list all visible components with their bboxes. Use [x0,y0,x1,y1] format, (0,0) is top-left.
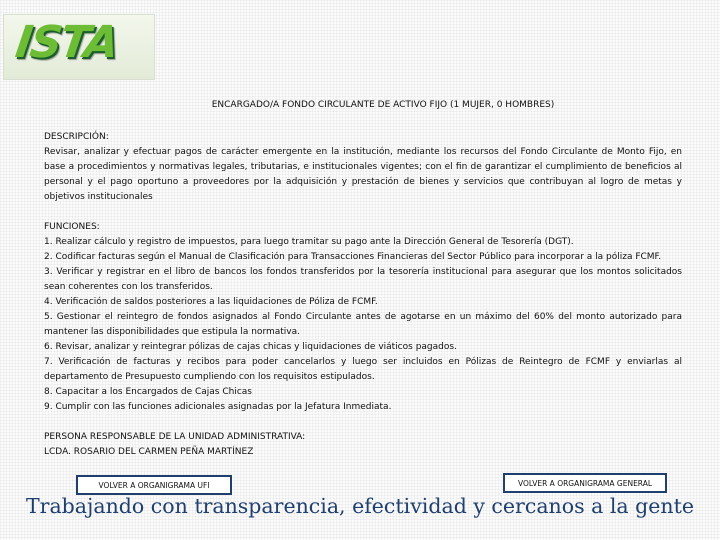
footer-slogan: Trabajando con transparencia, efectividad y cercanos a la gente [25,494,694,518]
function-item-2: 2. Codificar facturas según el Manual de Clasificación para Transacciones Financieras del Sector Público para incorporar a la póliza FCMF. [44,252,662,262]
function-item-9: 9. Cumplir con las funciones adicionales asignadas por la Jefatura Inmediata. [44,402,392,412]
function-item-4: 4. Verificación de saldos posteriores a las liquidaciones de Póliza de FCMF. [44,297,378,307]
logo-text: ISTA [12,17,121,68]
function-item-3: 3. Verificar y registrar en el libro de bancos los fondos transferidos por la tesorería institucional para asegurar que los montos solicitados sean coherentes con los transferidos. [44,267,682,292]
page-title: ENCARGADO/A FONDO CIRCULANTE DE ACTIVO FIJO (1 MUJER, 0 HOMBRES) [211,100,555,110]
responsible-name: LCDA. ROSARIO DEL CARMEN PEÑA MARTÍNEZ [44,447,254,457]
function-item-5: 5. Gestionar el reintegro de fondos asignados al Fondo Circulante antes de agotarse en un máximo del 60% del monto autorizado para mantener las disponibilidades que estipula la normativa. [44,312,682,337]
functions-heading: FUNCIONES: [44,222,100,232]
function-item-7: 7. Verificación de facturas y recibos para poder cancelarlos y luego ser incluidos en Pólizas de Reintegro de FCMF y enviarlas al departamento de Presupuesto cumpliendo con los requisitos estipulados. [44,357,682,382]
function-item-8: 8. Capacitar a los Encargados de Cajas Chicas [44,387,252,397]
description-text: Revisar, analizar y efectuar pagos de carácter emergente en la institución, mediante los recursos del Fondo Circulante de Monto Fijo, en base a procedimientos y normativas legales, tributarias, e institucionales vigentes; con el fin de garantizar el cumplimiento de beneficios al personal y el pago oportuno a proveedores por la adquisición y prestación de bienes y servicios que contribuyan al logro de metas y objetivos institucionales [44,147,682,202]
description-heading: DESCRIPCIÓN: [44,132,109,142]
functions-list [44,235,682,415]
function-item-6: 6. Revisar, analizar y reintegrar pólizas de cajas chicas y liquidaciones de viáticos pagados. [44,342,457,352]
spacer [44,205,682,220]
ista-logo [3,14,155,80]
job-description-document [44,98,682,460]
back-to-ufi-org-chart-button[interactable]: VOLVER A ORGANIGRAMA UFI [76,475,232,495]
function-item-1: 1. Realizar cálculo y registro de impuestos, para luego tramitar su pago ante la Dirección General de Tesorería (DGT). [44,237,574,247]
back-to-general-org-chart-button[interactable]: VOLVER A ORGANIGRAMA GENERAL [503,473,667,493]
spacer [44,415,682,430]
responsible-heading: PERSONA RESPONSABLE DE LA UNIDAD ADMINISTRATIVA: [44,432,306,442]
